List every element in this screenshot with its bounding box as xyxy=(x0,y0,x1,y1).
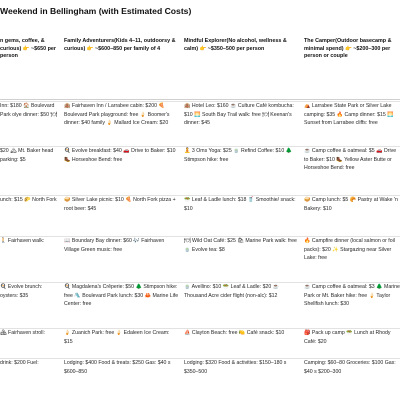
table-cell: unch: $15 🌮 North Fork xyxy=(0,197,57,203)
table-cell: Camping: $60–80 Groceries: $100 Gas: $40 s $200–300 xyxy=(304,360,396,375)
table-cell: 🍵 Avellino: $10 🥗 Leaf & Ladle: $20 ☕ Thousand Acre cider flight (non-alc): $12 xyxy=(184,284,280,299)
header-divider xyxy=(0,99,400,100)
table-cell: 🏨 Fairhaven Inn / Larrabee cabin: $200 🍕 Boulevard Park playground: free 🍦 Boomer's dinner: $40 family 🍦 Mallard Ice Cream: $20 xyxy=(64,103,170,127)
table-cell: 🥪 Silver Lake picnic: $10 🍕 North Fork pizza + root beer: $45 xyxy=(64,197,176,212)
table-cell: ⛵ Clayton Beach: free 🍋 Café snack: $10 xyxy=(184,330,285,336)
table-header-cell: Mindful Explorer(No alcohol, wellness & calm) 👉 ~$350–500 per person xyxy=(184,38,287,52)
table-cell: 🍳 Evolve breakfast: $40 🚗 Drive to Baker: $10 🥾 Horseshoe Bend: free xyxy=(64,148,176,163)
table-header-cell: n gems, coffee, & curious) 👉 ~$650 per person xyxy=(0,38,56,60)
table-row xyxy=(0,328,400,345)
table-cell: 🏘 Fairhaven stroll: xyxy=(0,330,45,336)
table-row xyxy=(0,146,400,172)
table-header-cell: The Camper(Outdoor basecamp & minimal spend) 👉 ~$200–300 per person or couple xyxy=(304,38,392,60)
table-cell: 🎒 Pack up camp 🥗 Lunch at Rhody Café: $20 xyxy=(304,330,391,345)
table-row xyxy=(0,282,400,308)
table-cell: Inn: $180 🏠 Boulevard Park olye dinner: $50 🍽 xyxy=(0,103,58,118)
table-cell: ☕ Camp coffee & oatmeal: $3 🌲 Marine Park or Mt. Baker hike: free 🍦 Taylor Shellfish lunch: $30 xyxy=(304,284,400,308)
table-cell: $20 🏔 Mt. Baker head parking: $5 xyxy=(0,148,54,163)
table-row xyxy=(0,358,400,375)
page-title: Weekend in Bellingham (with Estimated Costs) xyxy=(0,6,192,16)
table-cell: 🔥 Campfire dinner (local salmon or foil packs): $20 ✨ Stargazing near Silver Lake: free xyxy=(304,238,395,262)
table-cell: 🥪 Camp lunch: $5 🥐 Pastry at Wake 'n Bakery: $10 xyxy=(304,197,398,212)
table-cell: 🍳 Magdalena's Crêperie: $50 🌲 Stimpson hike: free 🛝 Boulevard Park lunch: $30 🦀 Marine Life Center: free xyxy=(64,284,179,308)
table-cell: 🍽 Wild Oat Café: $25 🛍 Marine Park walk: free 🍵 Evolve tea: $8 xyxy=(184,238,297,253)
table-cell: 🍳 Evolve brunch: oysters: $35 xyxy=(0,284,43,299)
table-cell: 🏨 Hotel Leo: $160 ☕ Culture Café kombucha: $10 🌅 South Bay Trail walk: free 🍽 Keenan's dinner: $45 xyxy=(184,103,294,127)
table-cell: ⛺ Larrabee State Park or Silver Lake camping: $35 🔥 Camp dinner: $15 🌅 Sunset from Larrabee cliffs: free xyxy=(304,103,394,127)
table-row xyxy=(0,236,400,262)
table-cell: drink: $200 Fuel: xyxy=(0,360,39,366)
table-cell: 🧘 3 Oms Yoga: $25 🍵 Refind Coffee: $10 🌲 Stimpson hike: free xyxy=(184,148,293,163)
table-cell: Lodging: $320 Food & activities: $150–180 s $350–500 xyxy=(184,360,287,375)
table-cell: 🥗 Leaf & Ladle lunch: $18 🥤 Smoothie/ snack: $10 xyxy=(184,197,296,212)
table-cell: Lodging: $400 Food & treats: $250 Gas: $40 s $600–850 xyxy=(64,360,171,375)
table-cell: ☕ Camp coffee & oatmeal: $5 🚗 Drive to Baker: $10 🥾 Yellow Aster Butte or Horseshoe Bend: free xyxy=(304,148,397,172)
table-row xyxy=(0,101,400,127)
table-cell: 🍦 Zuanich Park: free 🍦 Edaleen Ice Cream: $15 xyxy=(64,330,170,345)
table-cell: 🚶 Fairhaven walk: xyxy=(0,238,45,244)
table-header-cell: Family Adventurers(Kids 4–11, outdoorsy & curious) 👉 ~$600–850 per family of 4 xyxy=(64,38,176,52)
table-cell: 📖 Boundary Bay dinner: $60 🎶 Fairhaven Village Green music: free xyxy=(64,238,165,253)
table-row xyxy=(0,195,400,212)
